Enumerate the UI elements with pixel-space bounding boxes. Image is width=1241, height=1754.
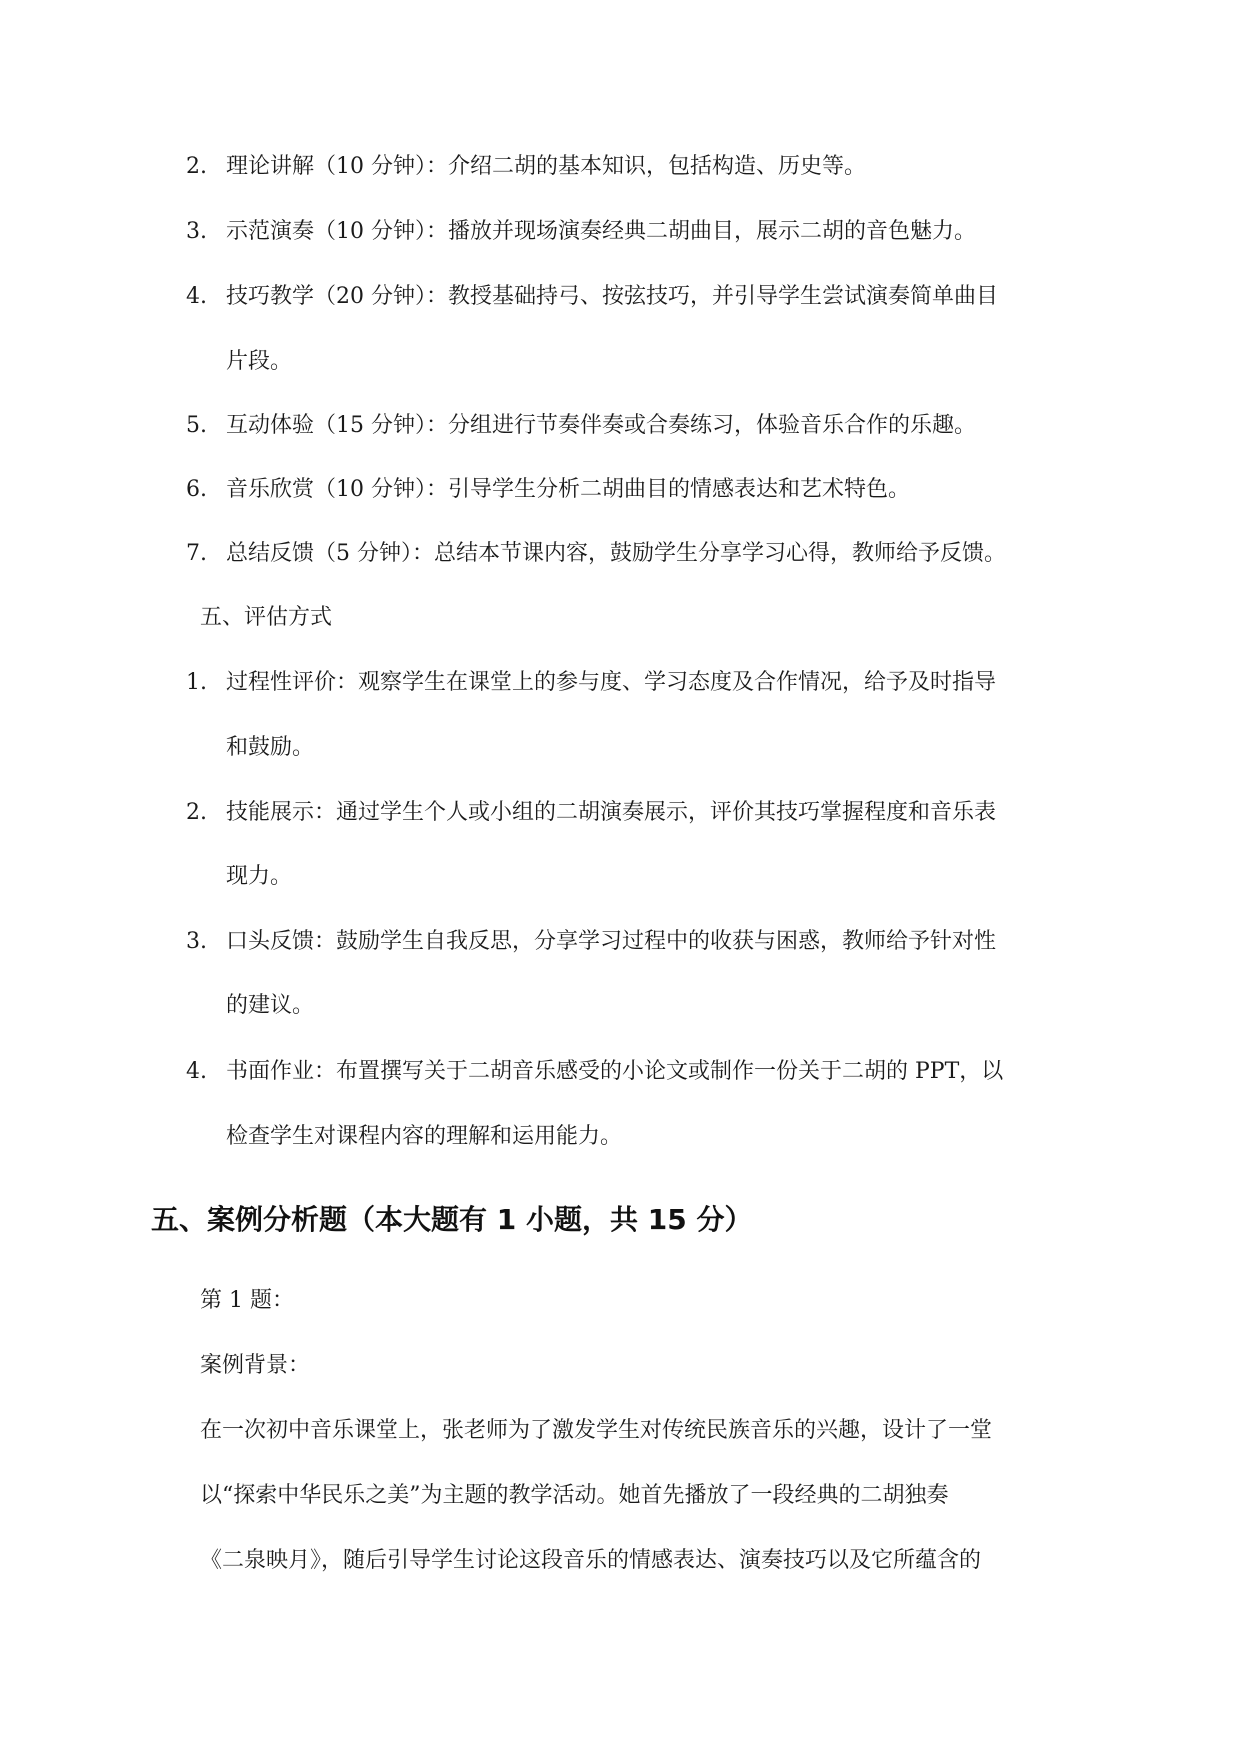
paragraph-line: 《二泉映月》，随后引导学生讨论这段音乐的情感表达、演奏技巧以及它所蕴含的 — [200, 1548, 982, 1573]
list-text: 口头反馈：鼓励学生自我反思，分享学习过程中的收获与困惑，教师给予针对性 — [226, 929, 997, 954]
list-text: 示范演奏（10 分钟）：播放并现场演奏经典二胡曲目，展示二胡的音色魅力。 — [226, 219, 976, 244]
list-item-continuation: 现力。 — [226, 864, 293, 889]
list-text: 技能展示：通过学生个人或小组的二胡演奏展示，评价其技巧掌握程度和音乐表 — [226, 800, 997, 825]
list-text: 总结反馈（5 分钟）：总结本节课内容，鼓励学生分享学习心得，教师给予反馈。 — [226, 541, 1006, 566]
list-number: 3. — [186, 929, 207, 954]
list-number: 3. — [186, 219, 207, 244]
list-item-continuation: 检查学生对课程内容的理解和运用能力。 — [226, 1124, 623, 1149]
case-background-label: 案例背景： — [200, 1353, 311, 1378]
paragraph-line: 在一次初中音乐课堂上，张老师为了激发学生对传统民族音乐的兴趣，设计了一堂 — [200, 1418, 993, 1443]
list-item-continuation: 的建议。 — [226, 993, 315, 1018]
list-text: 过程性评价：观察学生在课堂上的参与度、学习态度及合作情况，给予及时指导 — [226, 670, 997, 695]
list-text: 互动体验（15 分钟）：分组进行节奏伴奏或合奏练习，体验音乐合作的乐趣。 — [226, 413, 976, 438]
list-item-continuation: 和鼓励。 — [226, 735, 315, 760]
section-heading: 五、案例分析题（本大题有 1 小题，共 15 分） — [151, 1203, 753, 1236]
list-number: 4. — [186, 284, 207, 309]
question-number: 第 1 题： — [200, 1288, 294, 1313]
list-text: 音乐欣赏（10 分钟）：引导学生分析二胡曲目的情感表达和艺术特色。 — [226, 477, 910, 502]
list-text: 技巧教学（20 分钟）：教授基础持弓、按弦技巧，并引导学生尝试演奏简单曲目 — [226, 284, 998, 309]
subsection-title: 五、评估方式 — [200, 605, 333, 630]
list-number: 2. — [186, 154, 207, 179]
list-number: 1. — [186, 670, 207, 695]
list-number: 4. — [186, 1059, 207, 1084]
list-item-continuation: 片段。 — [226, 349, 293, 374]
list-number: 5. — [186, 413, 207, 438]
list-number: 6. — [186, 477, 207, 502]
list-text: 理论讲解（10 分钟）：介绍二胡的基本知识，包括构造、历史等。 — [226, 154, 866, 179]
list-number: 2. — [186, 800, 207, 825]
list-number: 7. — [186, 541, 207, 566]
paragraph-line: 以“探索中华民乐之美”为主题的教学活动。她首先播放了一段经典的二胡独奏 — [200, 1483, 949, 1508]
list-text: 书面作业：布置撰写关于二胡音乐感受的小论文或制作一份关于二胡的 PPT，以 — [226, 1059, 1004, 1084]
